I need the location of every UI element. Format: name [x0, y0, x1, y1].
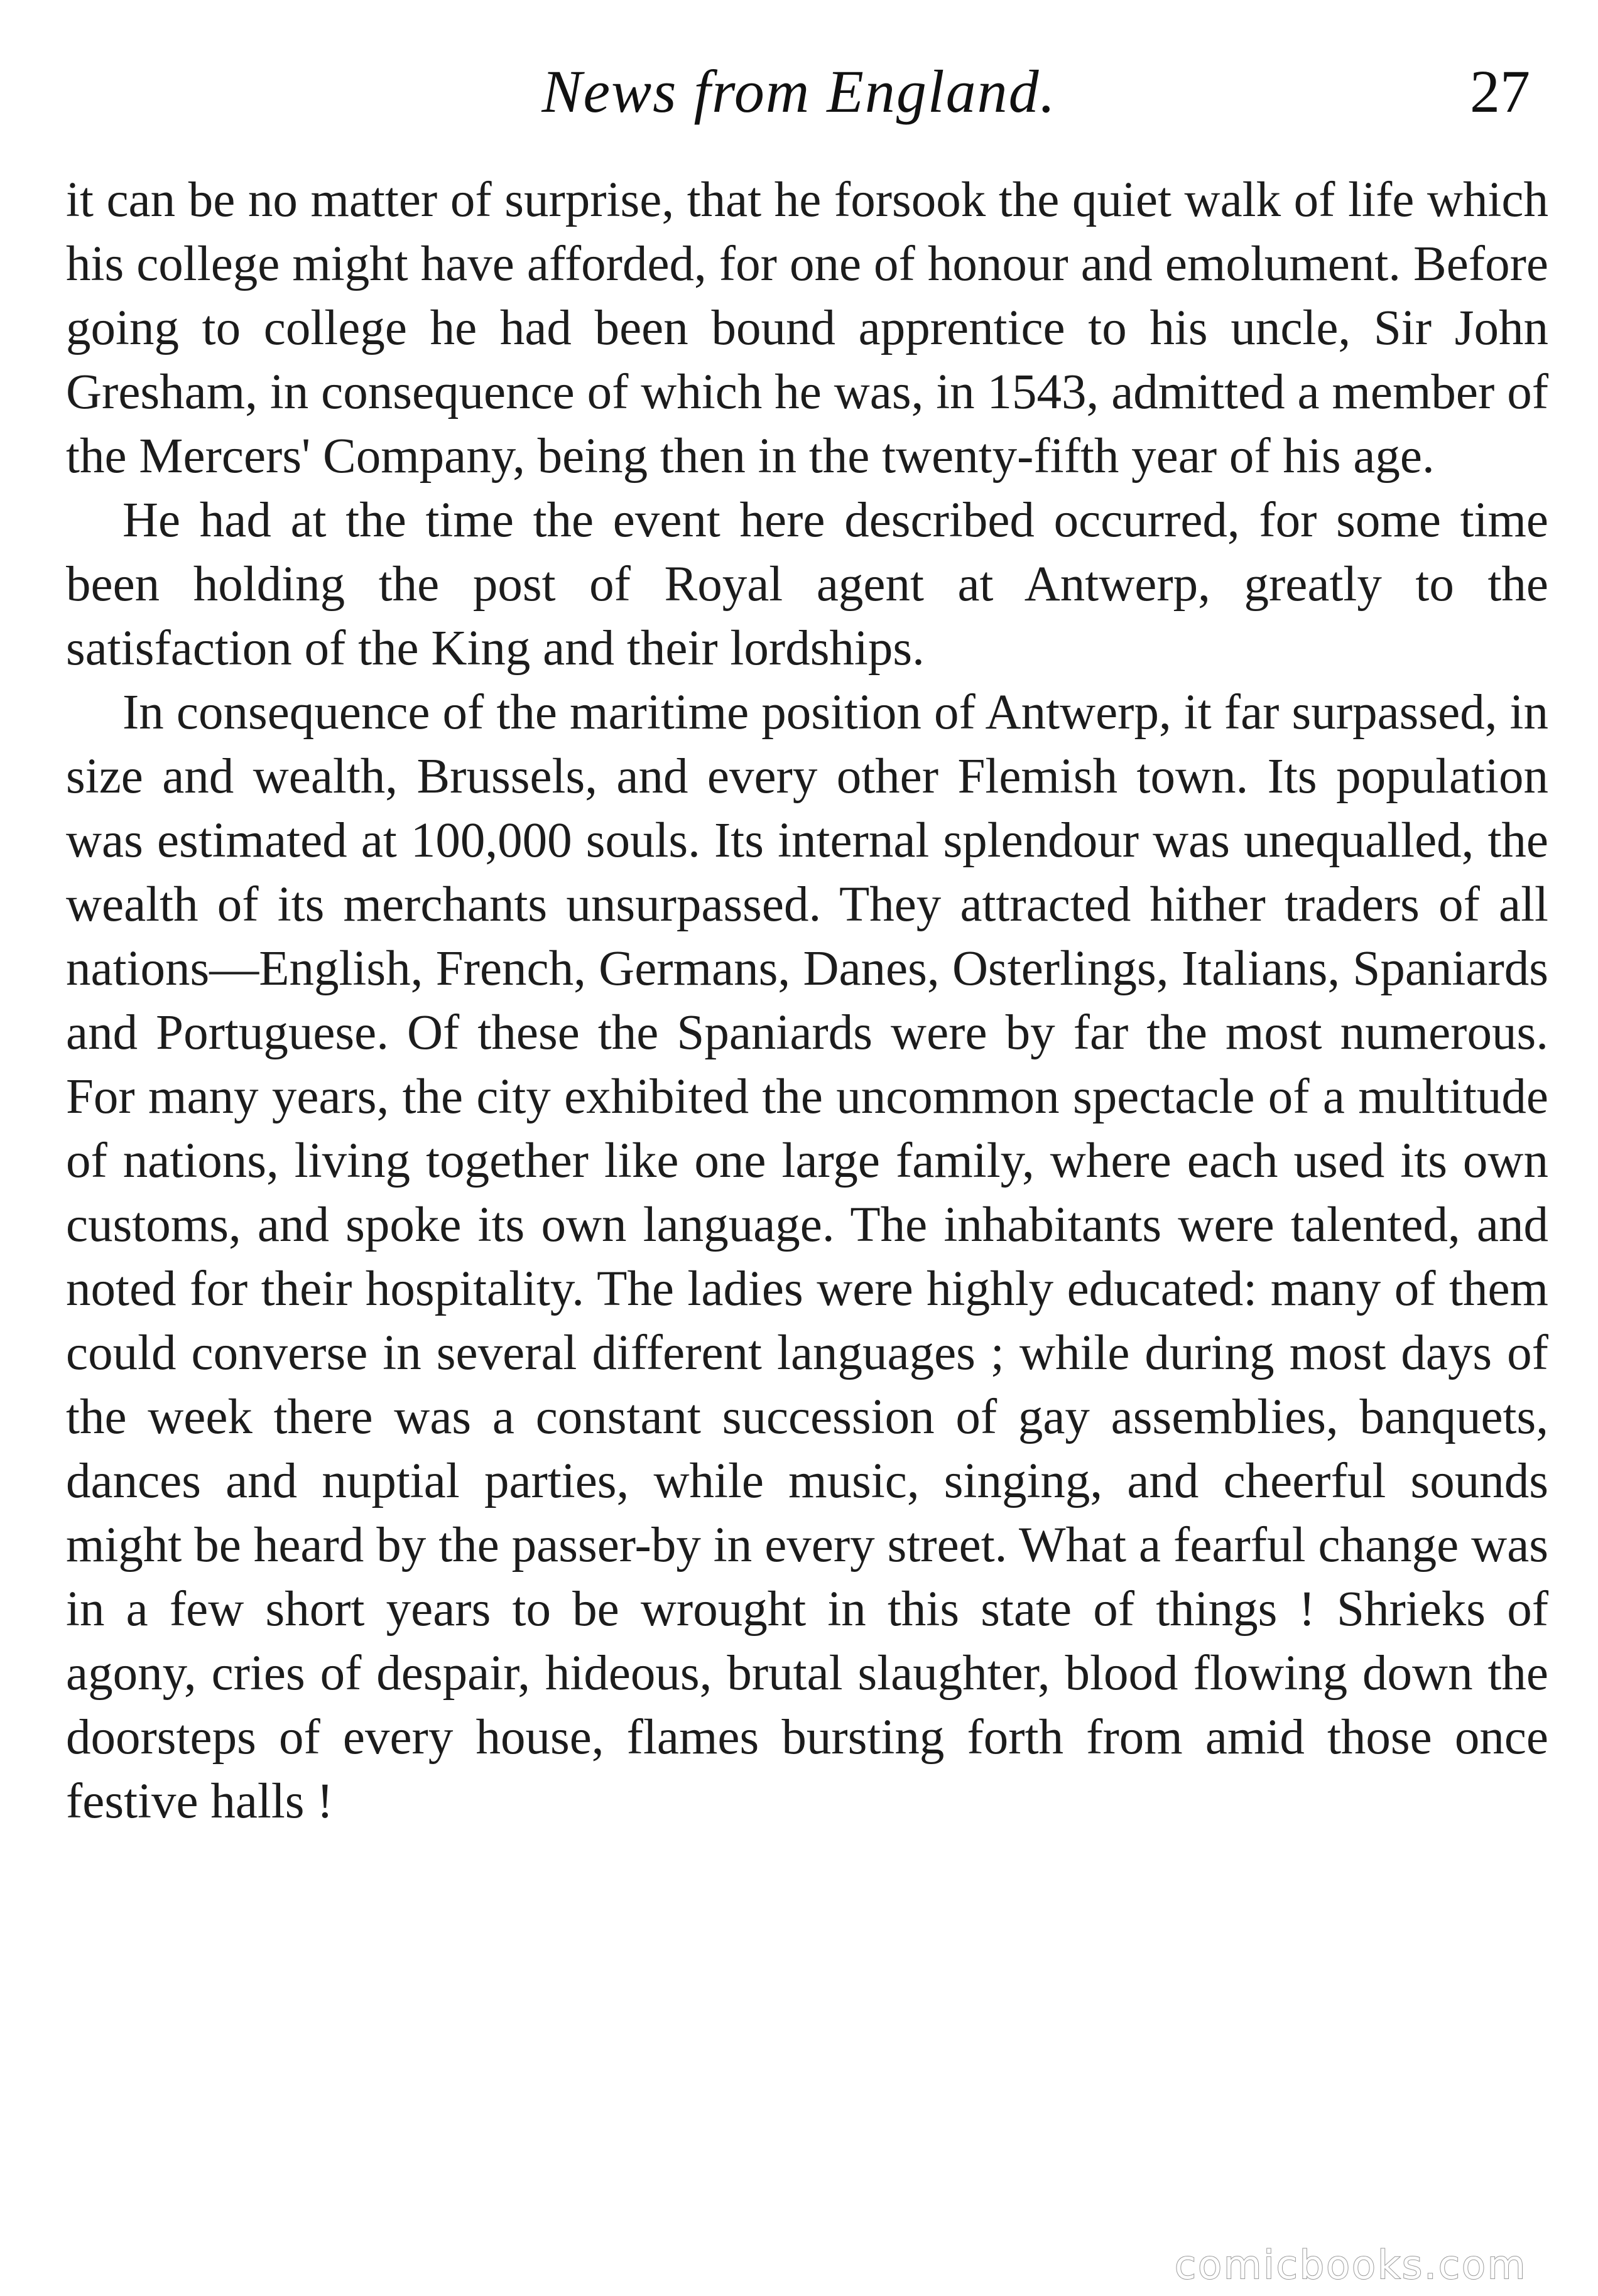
running-title: News from England.	[541, 58, 1057, 125]
page-number: 27	[1470, 58, 1530, 125]
body-text	[66, 168, 1548, 1834]
paragraph-antwerp: In consequence of the maritime position of Antwerp, it far surpassed, in size and wealth, Brussels, and every other Flemish town. Its population was estimated at 100,000 souls. Its internal splendour was unequalled, the wealth of its merchants unsurpassed. They attracted hither traders of all nations—English, French, Germans, Danes, Osterlings, Italians, Spaniards and Portuguese. Of these the Spaniards were by far the most numerous. For many years, the city exhibited the uncommon spectacle of a multitude of nations, living together like one large family, where each used its own customs, and spoke its own language. The inhabitants were talented, and noted for their hospitality. The ladies were highly educated: many of them could converse in several different languages ; while during most days of the week there was a constant succession of gay assemblies, banquets, dances and nuptial parties, while music, singing, and cheerful sounds might be heard by the passer-by in every street. What a fearful change was in a few short years to be wrought in this state of things ! Shrieks of agony, cries of despair, hideous, brutal slaughter, blood flowing down the doorsteps of every house, flames bursting forth from amid those once festive halls !	[66, 685, 1548, 1829]
watermark-logo: comicbooks.com	[1175, 2242, 1528, 2288]
running-head	[0, 57, 1598, 132]
paragraph-royal-agent: He had at the time the event here described occurred, for some time been holding the post of Royal agent at Antwerp, greatly to the satisfaction of the King and their lordships.	[66, 493, 1548, 676]
paragraph-continuation: it can be no matter of surprise, that he forsook the quiet walk of life which his college might have afforded, for one of honour and emolument. Before going to college he had been bound apprentice to his uncle, Sir John Gresham, in consequence of which he was, in 1543, admitted a member of the Mercers' Company, being then in the twenty-fifth year of his age.	[66, 173, 1548, 484]
